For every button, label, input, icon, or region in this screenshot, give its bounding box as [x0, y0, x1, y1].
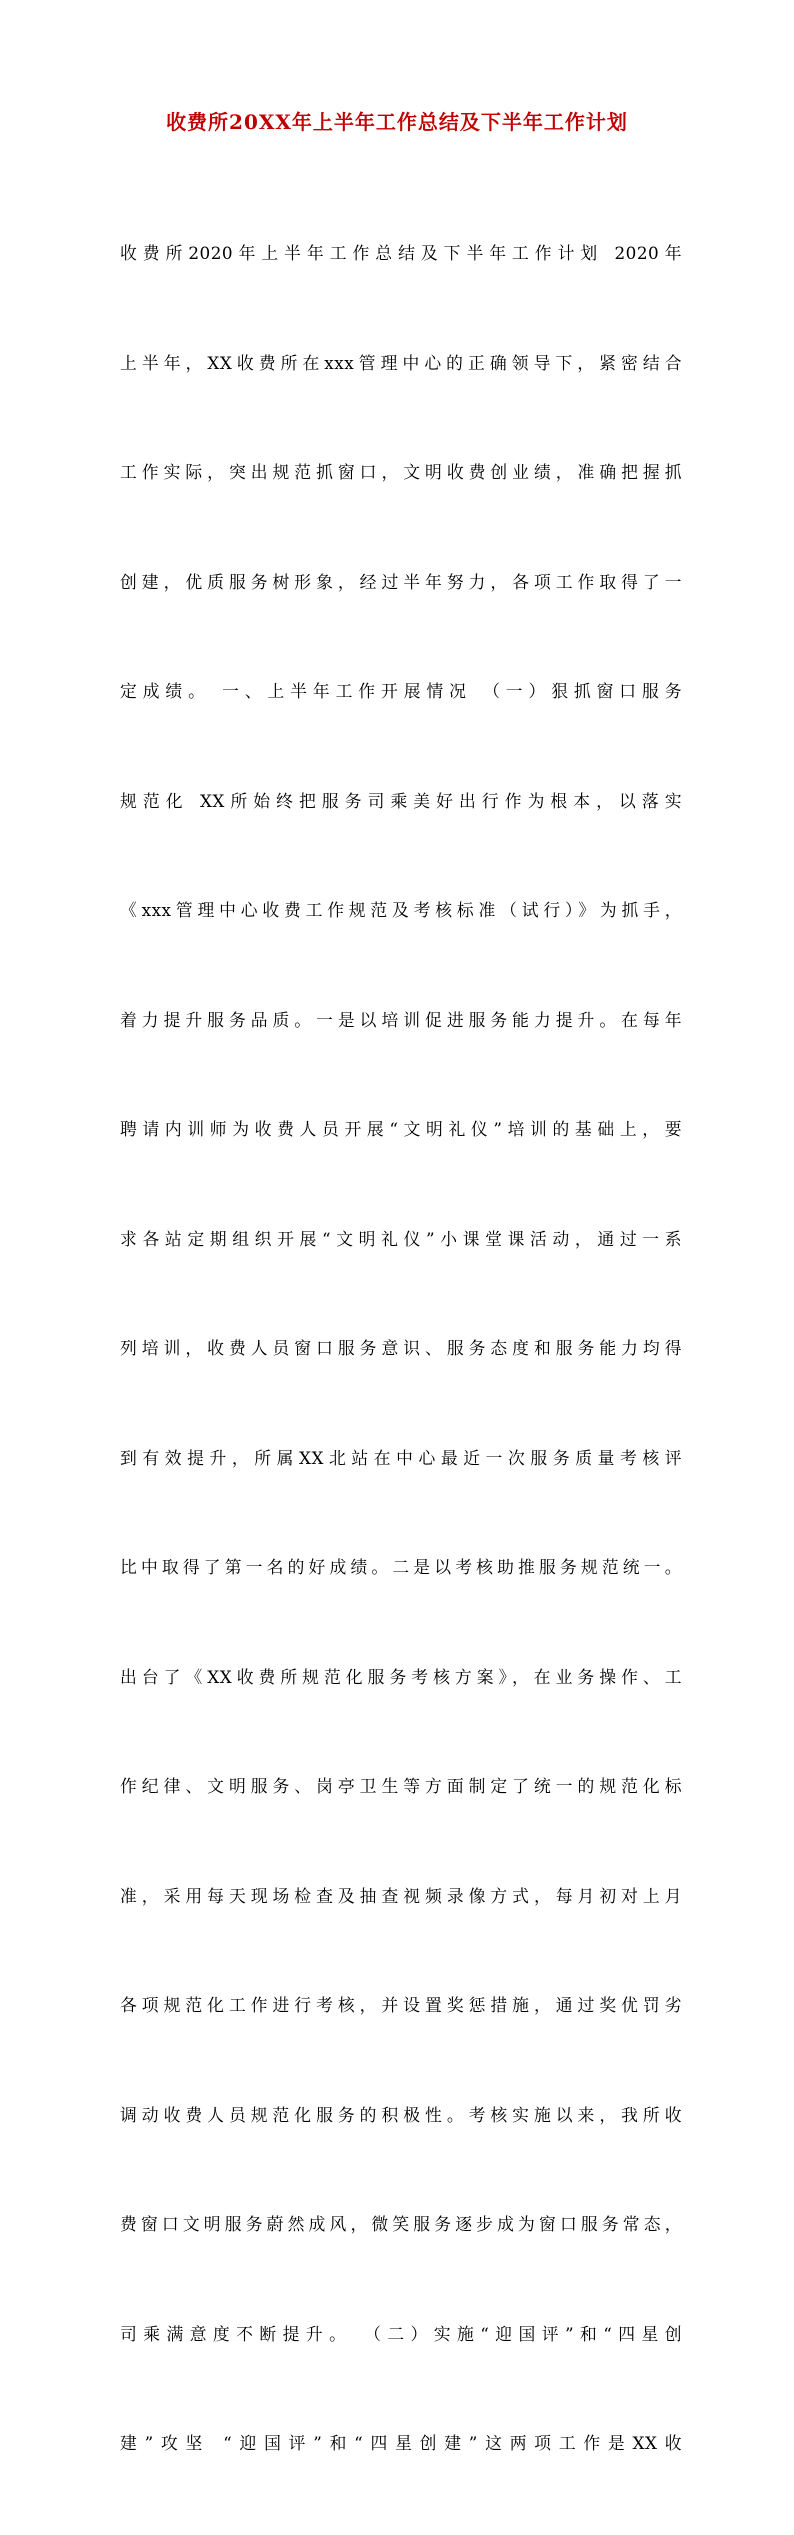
- body-line: 到有效提升，所属XX北站在中心最近一次服务质量考核评: [120, 1447, 682, 1468]
- body-line: 收费所2020年上半年工作总结及下半年工作计划 2020年: [120, 243, 682, 263]
- body-line: 着力提升服务品质。一是以培训促进服务能力提升。在每年: [120, 1009, 682, 1030]
- body-line: 比中取得了第一名的好成绩。二是以考核助推服务规范统一。: [120, 1557, 682, 1577]
- body-line: 工作实际，突出规范抓窗口，文明收费创业绩，准确把握抓: [120, 462, 682, 482]
- body-line: 调动收费人员规范化服务的积极性。考核实施以来，我所收: [120, 2104, 682, 2125]
- document-title: 收费所20XX年上半年工作总结及下半年工作计划: [166, 110, 628, 134]
- body-line: 规范化 XX所始终把服务司乘美好出行作为根本，以落实: [120, 790, 682, 811]
- body-line: 准，采用每天现场检查及抽查视频录像方式，每月初对上月: [120, 1885, 682, 1906]
- body-line: 费窗口文明服务蔚然成风，微笑服务逐步成为窗口服务常态，: [120, 2214, 682, 2234]
- body-line: 出台了《XX收费所规范化服务考核方案》，在业务操作、工: [120, 1666, 682, 1687]
- body-line: 建”攻坚 “迎国评”和“四星创建”这两项工作是XX收: [120, 2433, 682, 2453]
- body-line: 作纪律、文明服务、岗亭卫生等方面制定了统一的规范化标: [120, 1776, 682, 1796]
- body-line: 聘请内训师为收费人员开展“文明礼仪”培训的基础上，要: [120, 1119, 682, 1139]
- body-line: 司乘满意度不断提升。 （二）实施“迎国评”和“四星创: [120, 2323, 682, 2344]
- body-line: 各项规范化工作进行考核，并设置奖惩措施，通过奖优罚劣: [120, 1995, 682, 2015]
- body-line: 求各站定期组织开展“文明礼仪”小课堂课活动，通过一系: [120, 1228, 682, 1249]
- body-line: 定成绩。 一、上半年工作开展情况 （一）狠抓窗口服务: [120, 681, 682, 701]
- body-line: 《xxx管理中心收费工作规范及考核标准（试行）》为抓手，: [120, 900, 682, 920]
- body-line: 上半年，XX收费所在xxx管理中心的正确领导下，紧密结合: [120, 352, 682, 373]
- body-line: 创建，优质服务树形象，经过半年努力，各项工作取得了一: [120, 571, 682, 592]
- body-line: 列培训，收费人员窗口服务意识、服务态度和服务能力均得: [120, 1338, 682, 1358]
- document-body: [120, 162, 682, 2535]
